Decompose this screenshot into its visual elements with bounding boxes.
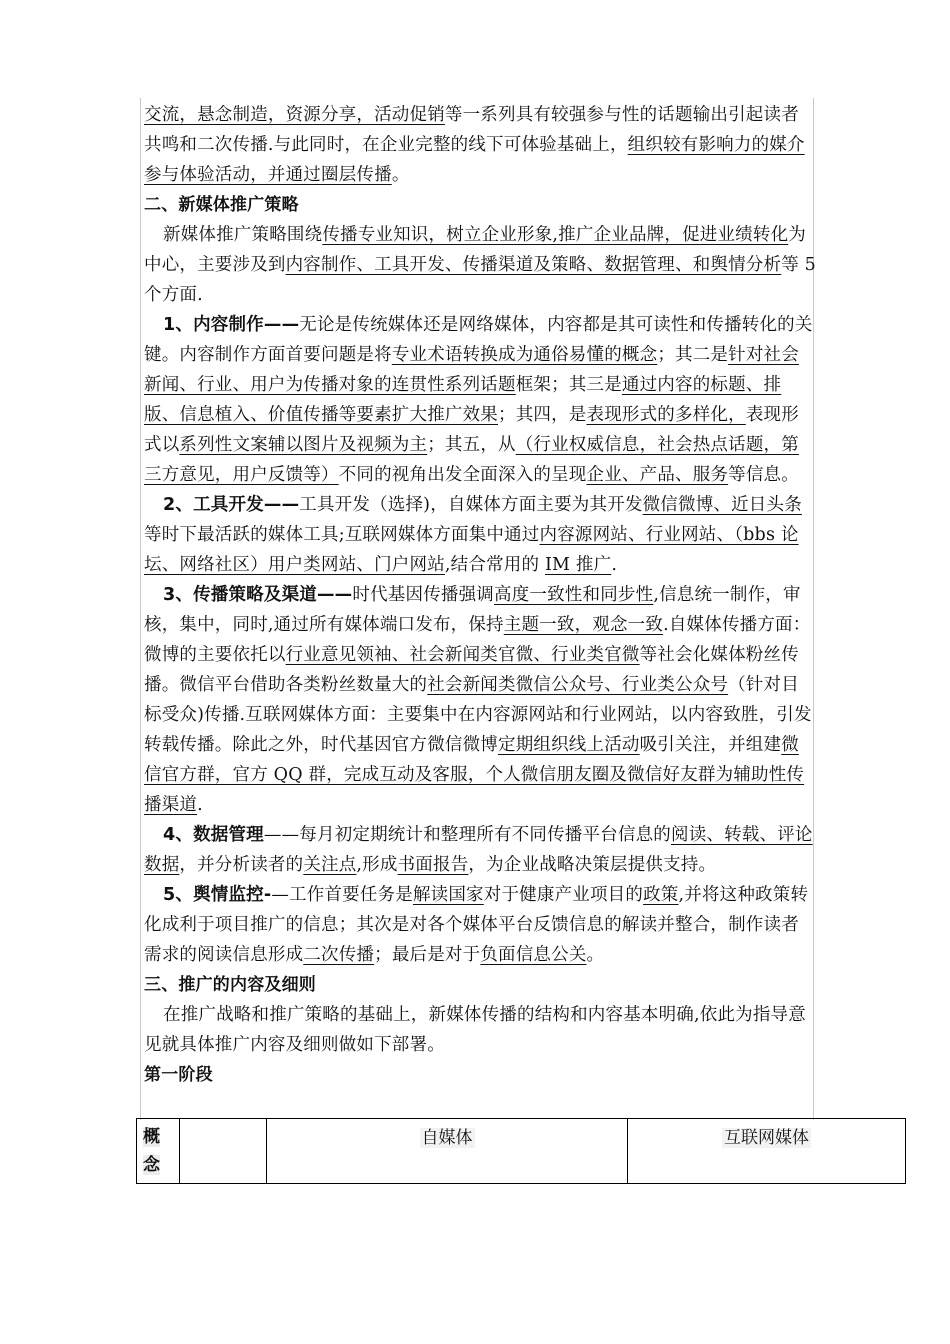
- text-run: 时代基因传播强调: [352, 585, 494, 605]
- text-run: 新媒体推广策略围绕: [163, 225, 323, 245]
- underlined-text: 交流，悬念制造，资源分享，活动促销: [144, 105, 445, 125]
- underlined-text: 高度一致性和同步性: [494, 585, 654, 605]
- section-heading: 三、推广的内容及细则: [144, 975, 316, 995]
- underlined-text: 内容制作、工具开发、传播渠道及策略、数据管理、和舆情分析: [285, 255, 782, 275]
- text-run: 等社会化媒体粉丝传播。微信平台借助各类粉丝数量大的: [144, 645, 799, 695]
- text-run: .: [611, 555, 618, 575]
- text-run: 框架；其三是: [515, 375, 622, 395]
- column-label: 互联网媒体: [724, 1128, 809, 1148]
- text-run: 表现形式以: [144, 405, 799, 455]
- text-run: 无论是传统媒体还是网络媒体，内容都是其可读性和传播转化的关键。内容制作方面首要问题是将: [144, 315, 813, 365]
- underlined-text: 二次传播: [303, 945, 375, 965]
- item-title: 3、传播策略及渠道——: [163, 585, 353, 605]
- underlined-text: 表现形式的多样化，: [586, 405, 746, 425]
- underlined-text: IM 推广: [544, 555, 612, 575]
- internet-media-cell: [628, 1119, 906, 1184]
- text-run: 。: [391, 165, 410, 185]
- underlined-text: 阅读、转载、评论数据: [144, 825, 813, 875]
- text-run: ,形成: [356, 855, 398, 875]
- self-media-cell: [267, 1119, 628, 1184]
- underlined-text: 通过内容的标题、排版、信息植入、价值传播等要素扩大推广效果: [144, 375, 782, 425]
- text-run: ,信息统一制作，审核，集中，同时,通过所有媒体端口发布，保持: [144, 585, 801, 635]
- intro-paragraph: [144, 100, 816, 190]
- text-run: 工具开发（选择)，自媒体方面主要为其开发: [299, 495, 643, 515]
- paragraph: 在推广战略和推广策略的基础上，新媒体传播的结构和内容基本明确,依此为指导意见就具体推广内容及细则做如下部署。: [144, 1005, 806, 1055]
- section-heading: 二、新媒体推广策略: [144, 195, 299, 215]
- underlined-text: 书面报告: [397, 855, 469, 875]
- text-run: ；其四，是: [498, 405, 587, 425]
- concept-cell: [137, 1119, 180, 1184]
- underlined-text: 社会新闻类微信公众号、行业类公众号: [427, 675, 729, 695]
- underlined-text: 企业、产品、服务: [586, 465, 729, 485]
- underlined-text: 微信微博、近日头条: [642, 495, 802, 515]
- underlined-text: 负面信息公关: [480, 945, 587, 965]
- text-run: —工作首要任务是: [271, 885, 413, 905]
- item-title: 4、数据管理: [163, 825, 264, 845]
- stage-heading: 第一阶段: [144, 1065, 213, 1085]
- paragraph: [144, 220, 816, 310]
- text-run: 吸引关注，并组建: [639, 735, 782, 755]
- underlined-text: 关注点: [303, 855, 357, 875]
- text-run: ，为企业战略决策层提供支持。: [468, 855, 717, 875]
- text-run: ——每月初定期统计和整理所有不同传播平台信息的: [263, 825, 671, 845]
- underlined-text: 内容源网站、行业网站、（bbs 论坛、网络社区）用户类网站、门户网站: [144, 525, 799, 575]
- text-run: 等信息。: [728, 465, 799, 485]
- text-run: 对于健康产业项目的: [483, 885, 644, 905]
- text-run: ，并分析读者的: [179, 855, 304, 875]
- paragraph: [144, 820, 816, 880]
- underlined-text: 行业意见领袖、社会新闻类官微、行业类官微: [285, 645, 640, 665]
- table-row: [137, 1119, 906, 1184]
- text-run: ；其五，从: [427, 435, 516, 455]
- text-run: ,并将这种政策转化成利于项目推广的信息；其次是对各个媒体平台反馈信息的解读并整合，制作读者需求的阅读信息形成: [144, 885, 809, 965]
- text-run: 等时下最活跃的媒体工具;互联网媒体方面集中通过: [144, 525, 540, 545]
- underlined-text: 专业术语转换成为通俗易懂的概念: [391, 345, 658, 365]
- text-run: ；最后是对于: [374, 945, 481, 965]
- text-run: ,结合常用的: [444, 555, 545, 575]
- text-run: （针对目标受众)传播.互联网媒体方面：主要集中在内容源网站和行业网站，以内容致胜，引发转载传播。除此之外，时代基因官方微信微博: [144, 675, 812, 755]
- underlined-text: 解读国家: [412, 885, 484, 905]
- item-title: 1、内容制作——: [163, 315, 300, 335]
- text-run: 不同的视角出发全面深入的呈现: [338, 465, 587, 485]
- text-run: .: [197, 795, 203, 815]
- paragraph: [144, 880, 816, 970]
- underlined-text: 组织较有影响力的媒介参与体验活动，并通过圈层传播: [144, 135, 805, 185]
- stage-table: [136, 1118, 906, 1184]
- text-run: 等 5 个方面.: [144, 255, 817, 305]
- paragraph: [144, 490, 816, 580]
- document-body: [144, 100, 816, 1090]
- item-title: 2、工具开发——: [163, 495, 300, 515]
- underlined-text: （行业权威信息，社会热点话题，第三方意见，用户反馈等）: [144, 435, 799, 485]
- underlined-text: 主题一致，观念一致: [503, 615, 664, 635]
- text-run: 。: [586, 945, 605, 965]
- text-run: 等一系列具有较强参与性的话题输出引起读者共鸣和二次传播.与此同时，在企业完整的线下可体验基础上，: [144, 105, 799, 155]
- text-run: .自媒体传播方面：微博的主要依托以: [144, 615, 811, 665]
- underlined-text: 针对社会新闻、行业、用户为传播对象的连贯性系列话题: [144, 345, 799, 395]
- text-run: ；其二是: [657, 345, 729, 365]
- underlined-text: 定期组织线上活动: [498, 735, 640, 755]
- text-run: 为中心，主要涉及到: [144, 225, 806, 275]
- concept-label: 概念: [143, 1127, 160, 1175]
- column-label: 自媒体: [421, 1128, 473, 1148]
- underlined-text: 微信官方群，官方 QQ 群，完成互动及客服，个人微信朋友圈及微信好友群为辅助性传播渠道: [144, 735, 805, 815]
- underlined-text: 政策: [643, 885, 679, 905]
- item-title: 5、舆情监控-: [163, 885, 272, 905]
- empty-cell: [180, 1119, 267, 1184]
- underlined-text: 系列性文案辅以图片及视频为主: [179, 435, 428, 455]
- paragraph: [144, 580, 816, 820]
- underlined-text: 传播专业知识，树立企业形象,推广企业品牌，促进业绩转化: [322, 225, 789, 245]
- paragraph: [144, 310, 816, 490]
